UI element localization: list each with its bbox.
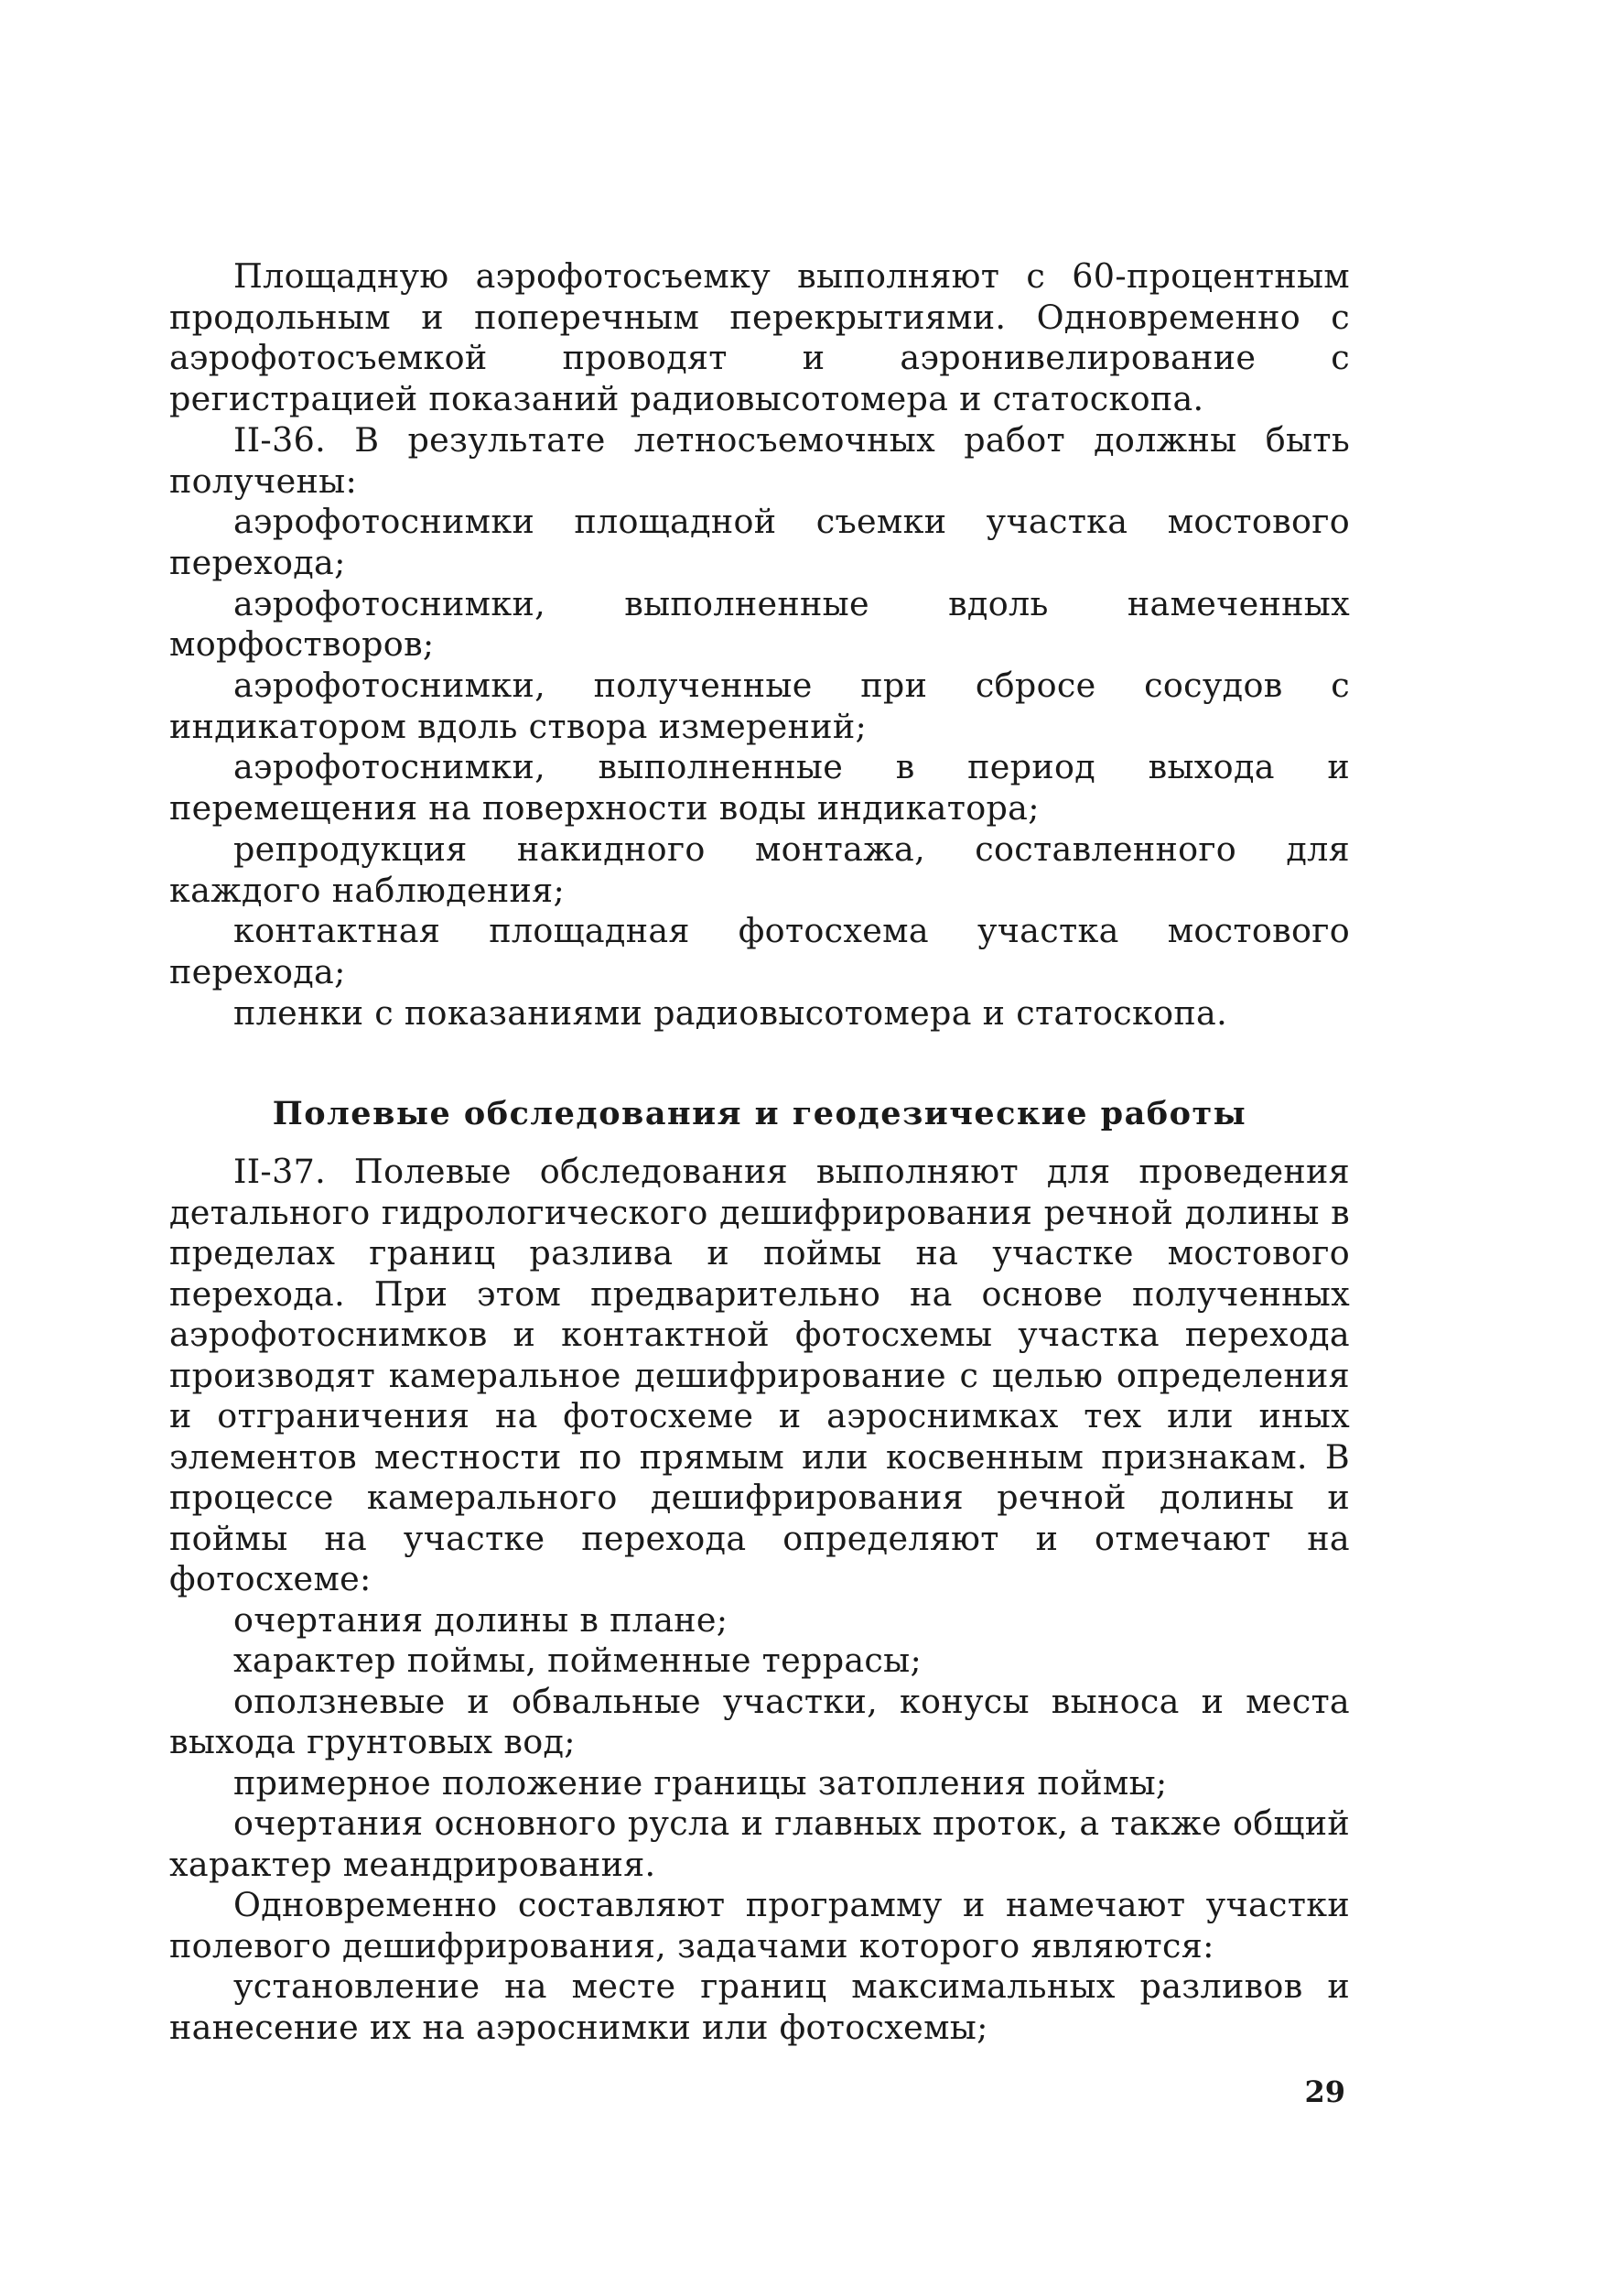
list-item: аэрофотоснимки площадной съемки участка мостового перехода; (169, 502, 1350, 582)
list-item: контактная площадная фотосхема участка мостового перехода; (169, 911, 1350, 991)
page-number: 29 (1304, 2074, 1345, 2109)
section-heading: Полевые обследования и геодезические работы (272, 1095, 1247, 1132)
program-paragraph: Одновременно составляют программу и намечают участки полевого дешифрирования, задачами которого являются: (169, 1885, 1350, 1966)
intro-paragraph: Площадную аэрофотосъемку выполняют с 60-процентным продольным и поперечным перекрытиями. Одновременно с аэрофотосъемкой проводят и аэронивелирование с регистрацией показаний радиовысотомера и статоскопа. (169, 256, 1350, 419)
list-item: характер поймы, пойменные террасы; (233, 1641, 923, 1680)
section-37-lead: II-37. Полевые обследования выполняют для проведения детального гидрологического дешифрирования речной долины в пределах границ разлива и поймы на участке мостового перехода. При этом предварительно на основе полученных аэрофотоснимков и контактной фотосхемы участка перехода производят камеральное дешифрирование с целью определения и отграничения на фотосхеме и аэроснимках тех или иных элементов местности по прямым или косвенным признакам. В процессе камерального дешифрирования речной долины и поймы на участке перехода определяют и отмечают на фотосхеме: (169, 1152, 1350, 1598)
section-36-lead: II-36. В результате летносъемочных работ должны быть получены: (169, 419, 1350, 501)
lower-text-block (169, 1152, 1350, 2048)
list-item: аэрофотоснимки, выполненные в период выхода и перемещения на поверхности воды индикатора; (169, 747, 1350, 829)
list-item: очертания основного русла и главных проток, а также общий характер меандрирования. (169, 1803, 1350, 1884)
upper-text-block (169, 256, 1350, 1034)
list-item: примерное положение границы затопления поймы; (233, 1762, 1168, 1803)
list-item: аэрофотоснимки, выполненные вдоль намеченных морфостворов; (169, 583, 1350, 665)
list-item: установление на месте границ максимальных разливов и нанесение их на аэроснимки или фотосхемы; (169, 1966, 1350, 2047)
list-item: репродукция накидного монтажа, составленного для каждого наблюдения; (169, 829, 1350, 910)
list-item: оползневые и обвальные участки, конусы выноса и места выхода грунтовых вод; (169, 1681, 1350, 1761)
list-item: пленки с показаниями радиовысотомера и статоскопа. (233, 992, 1227, 1033)
list-item: очертания долины в плане; (233, 1599, 728, 1640)
list-item: аэрофотоснимки, полученные при сбросе сосудов с индикатором вдоль створа измерений; (169, 666, 1350, 746)
